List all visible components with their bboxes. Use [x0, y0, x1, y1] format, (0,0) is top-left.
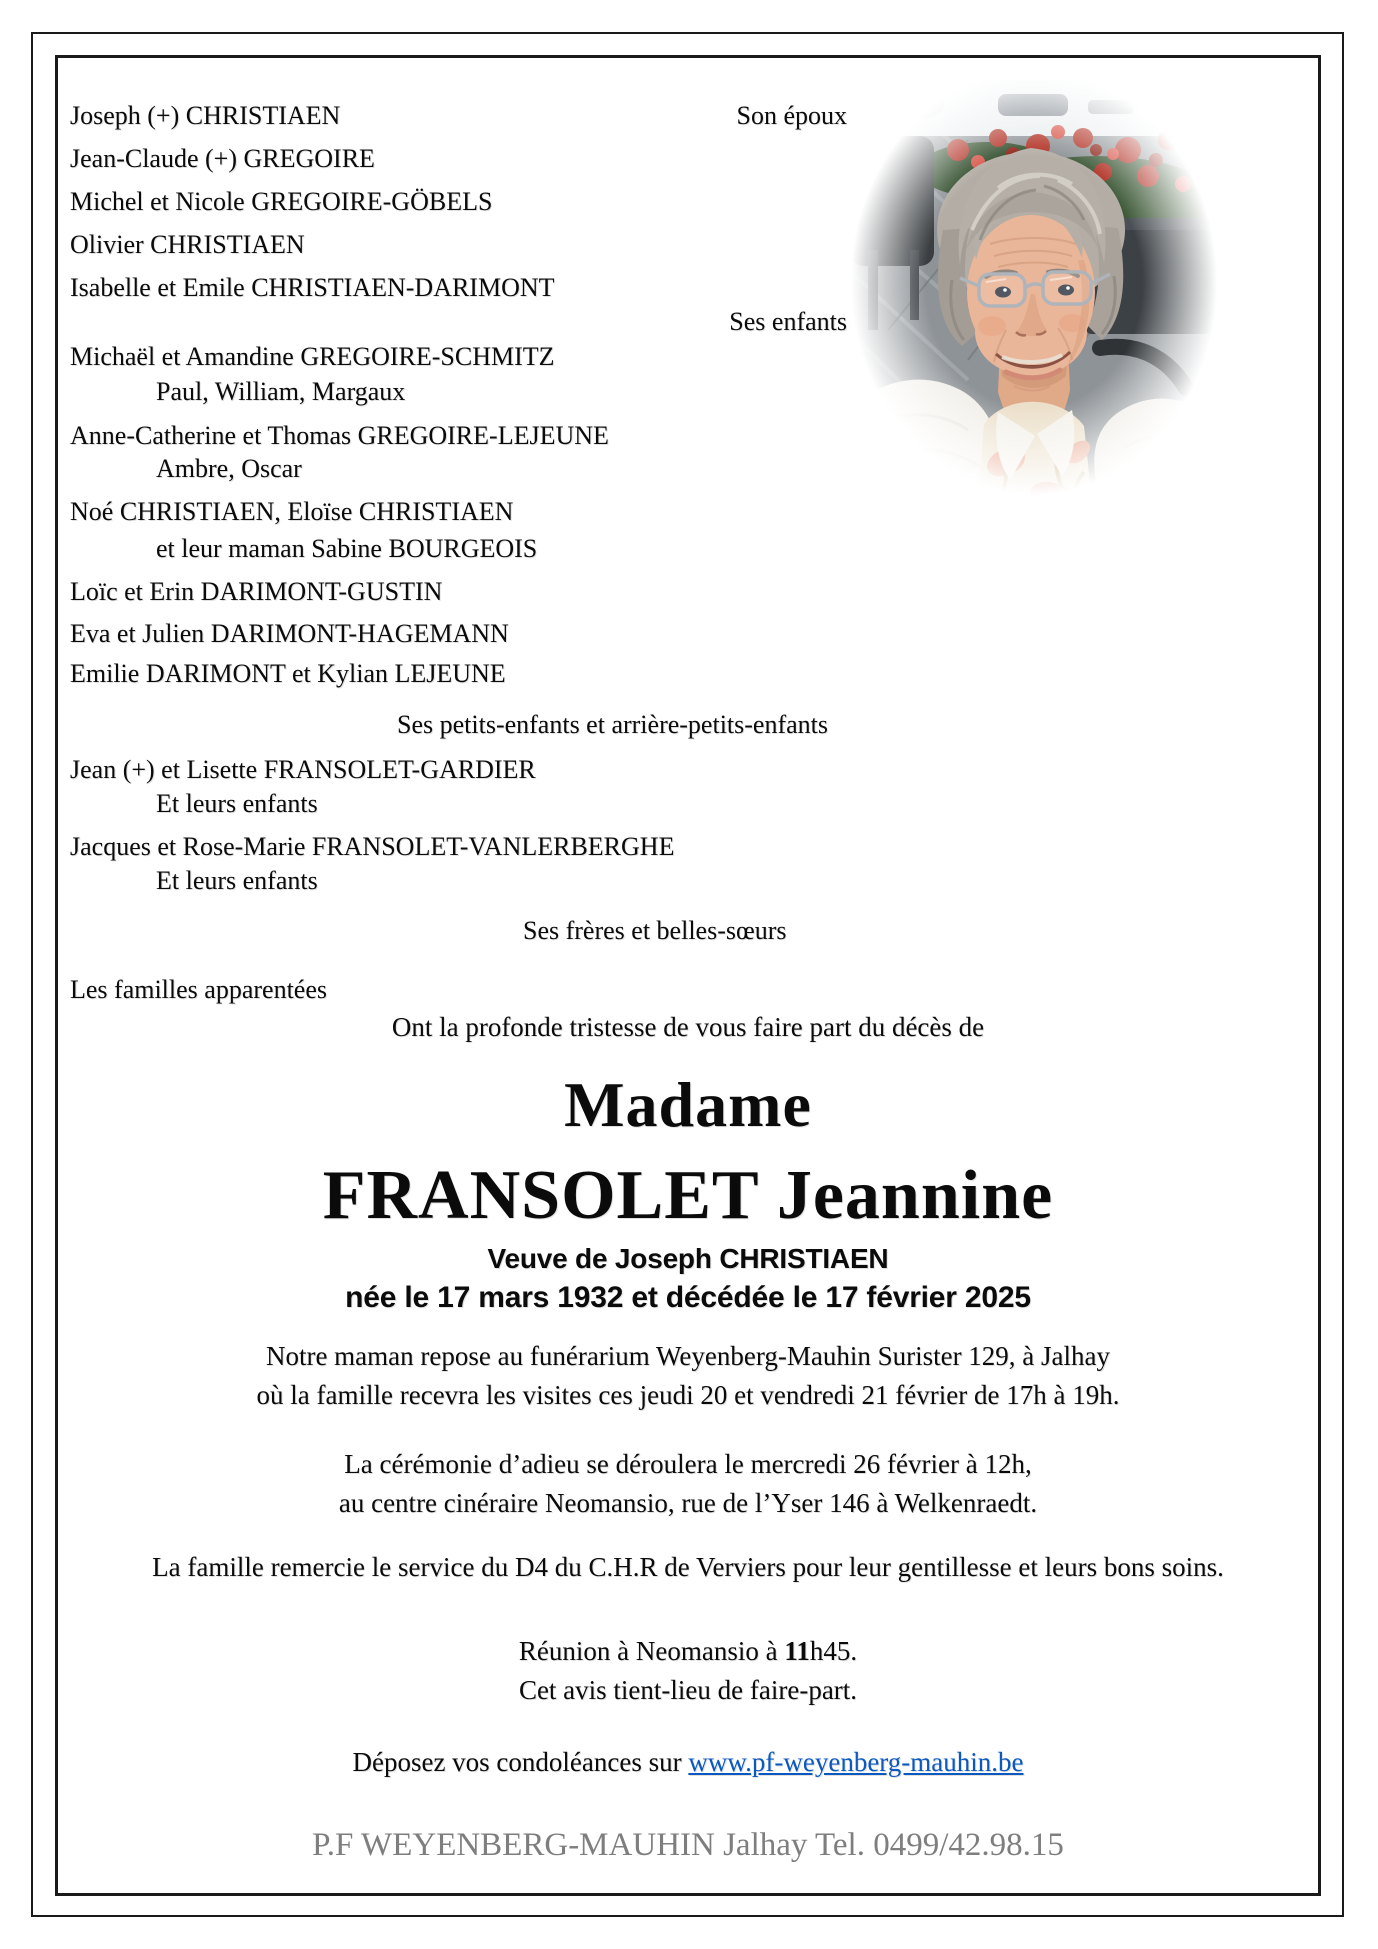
condolences-text: Déposez vos condoléances sur	[352, 1747, 689, 1777]
reunion-text: Réunion à Neomansio à	[518, 1636, 785, 1666]
family-line-grandchild-1: Anne-Catherine et Thomas GREGOIRE-LEJEUNE	[70, 421, 609, 450]
intro-line: Ont la profonde tristesse de vous faire part du décès de	[391, 1012, 985, 1042]
family-line-grandchild-2: Noé CHRISTIAEN, Eloïse CHRISTIAEN	[70, 497, 514, 526]
title-madame: Madame	[564, 1069, 812, 1140]
family-line-spouse: Joseph (+) CHRISTIAEN	[70, 101, 341, 130]
family-line-child-1: Michel et Nicole GREGOIRE-GÖBELS	[70, 187, 493, 216]
family-line-child-3: Isabelle et Emile CHRISTIAEN-DARIMONT	[70, 273, 555, 302]
family-line-grandchild-0-children: Paul, William, Margaux	[156, 377, 406, 406]
thanks-line: La famille remercie le service du D4 du C.H.R de Verviers pour leur gentillesse et leurs bons soins.	[152, 1552, 1224, 1582]
life-dates-line: née le 17 mars 1932 et décédée le 17 février 2025	[345, 1281, 1031, 1314]
family-line-grandchild-2-children: et leur maman Sabine BOURGEOIS	[156, 534, 538, 563]
family-line-child-2: Olivier CHRISTIAEN	[70, 230, 305, 259]
funeral-home-footer: P.F WEYENBERG-MAUHIN Jalhay Tel. 0499/42.98.15	[312, 1827, 1064, 1863]
family-line-sibling-1: Jacques et Rose-Marie FRANSOLET-VANLERBERGHE	[70, 832, 675, 861]
family-line-child-0: Jean-Claude (+) GREGOIRE	[70, 144, 375, 173]
grandchildren-label: Ses petits-enfants et arrière-petits-enfants	[397, 710, 828, 739]
spouse-label: Son époux	[736, 101, 847, 130]
reunion-line	[55, 1632, 1321, 1671]
family-line-grandchild-5: Emilie DARIMONT et Kylian LEJEUNE	[70, 659, 506, 688]
family-line-sibling-1-children: Et leurs enfants	[156, 866, 318, 895]
family-line-grandchild-4: Eva et Julien DARIMONT-HAGEMANN	[70, 619, 509, 648]
reunion-suffix: h45.	[809, 1636, 858, 1666]
family-line-grandchild-1-children: Ambre, Oscar	[156, 454, 302, 483]
deceased-portrait-photo	[848, 80, 1220, 520]
repose-line-1: Notre maman repose au funérarium Weyenberg-Mauhin Surister 129, à Jalhay	[265, 1341, 1111, 1371]
ceremony-line-1: La cérémonie d’adieu se déroulera le mercredi 26 février à 12h,	[344, 1449, 1032, 1479]
deceased-name: FRANSOLET Jeannine	[322, 1157, 1054, 1234]
children-label: Ses enfants	[729, 307, 847, 336]
condolences-link[interactable]: www.pf-weyenberg-mauhin.be	[688, 1747, 1024, 1777]
repose-line-2: où la famille recevra les visites ces jeudi 20 et vendredi 21 février de 17h à 19h.	[256, 1380, 1120, 1410]
family-line-sibling-0-children: Et leurs enfants	[156, 789, 318, 818]
family-line-grandchild-3: Loïc et Erin DARIMONT-GUSTIN	[70, 577, 443, 606]
family-line-grandchild-0: Michaël et Amandine GREGOIRE-SCHMITZ	[70, 342, 555, 371]
widow-line: Veuve de Joseph CHRISTIAEN	[487, 1243, 889, 1274]
family-line-sibling-0: Jean (+) et Lisette FRANSOLET-GARDIER	[70, 755, 536, 784]
bright-street-strip	[848, 80, 1220, 136]
related-families-line: Les familles apparentées	[70, 975, 327, 1004]
condolences-line	[55, 1743, 1321, 1782]
ceremony-line-2: au centre cinéraire Neomansio, rue de l’Yser 146 à Welkenraedt.	[338, 1488, 1038, 1518]
siblings-label: Ses frères et belles-sœurs	[523, 916, 787, 945]
reunion-time-bold: 11	[784, 1636, 810, 1666]
notice-line: Cet avis tient-lieu de faire-part.	[518, 1675, 858, 1705]
portrait-photo-image	[848, 80, 1220, 520]
